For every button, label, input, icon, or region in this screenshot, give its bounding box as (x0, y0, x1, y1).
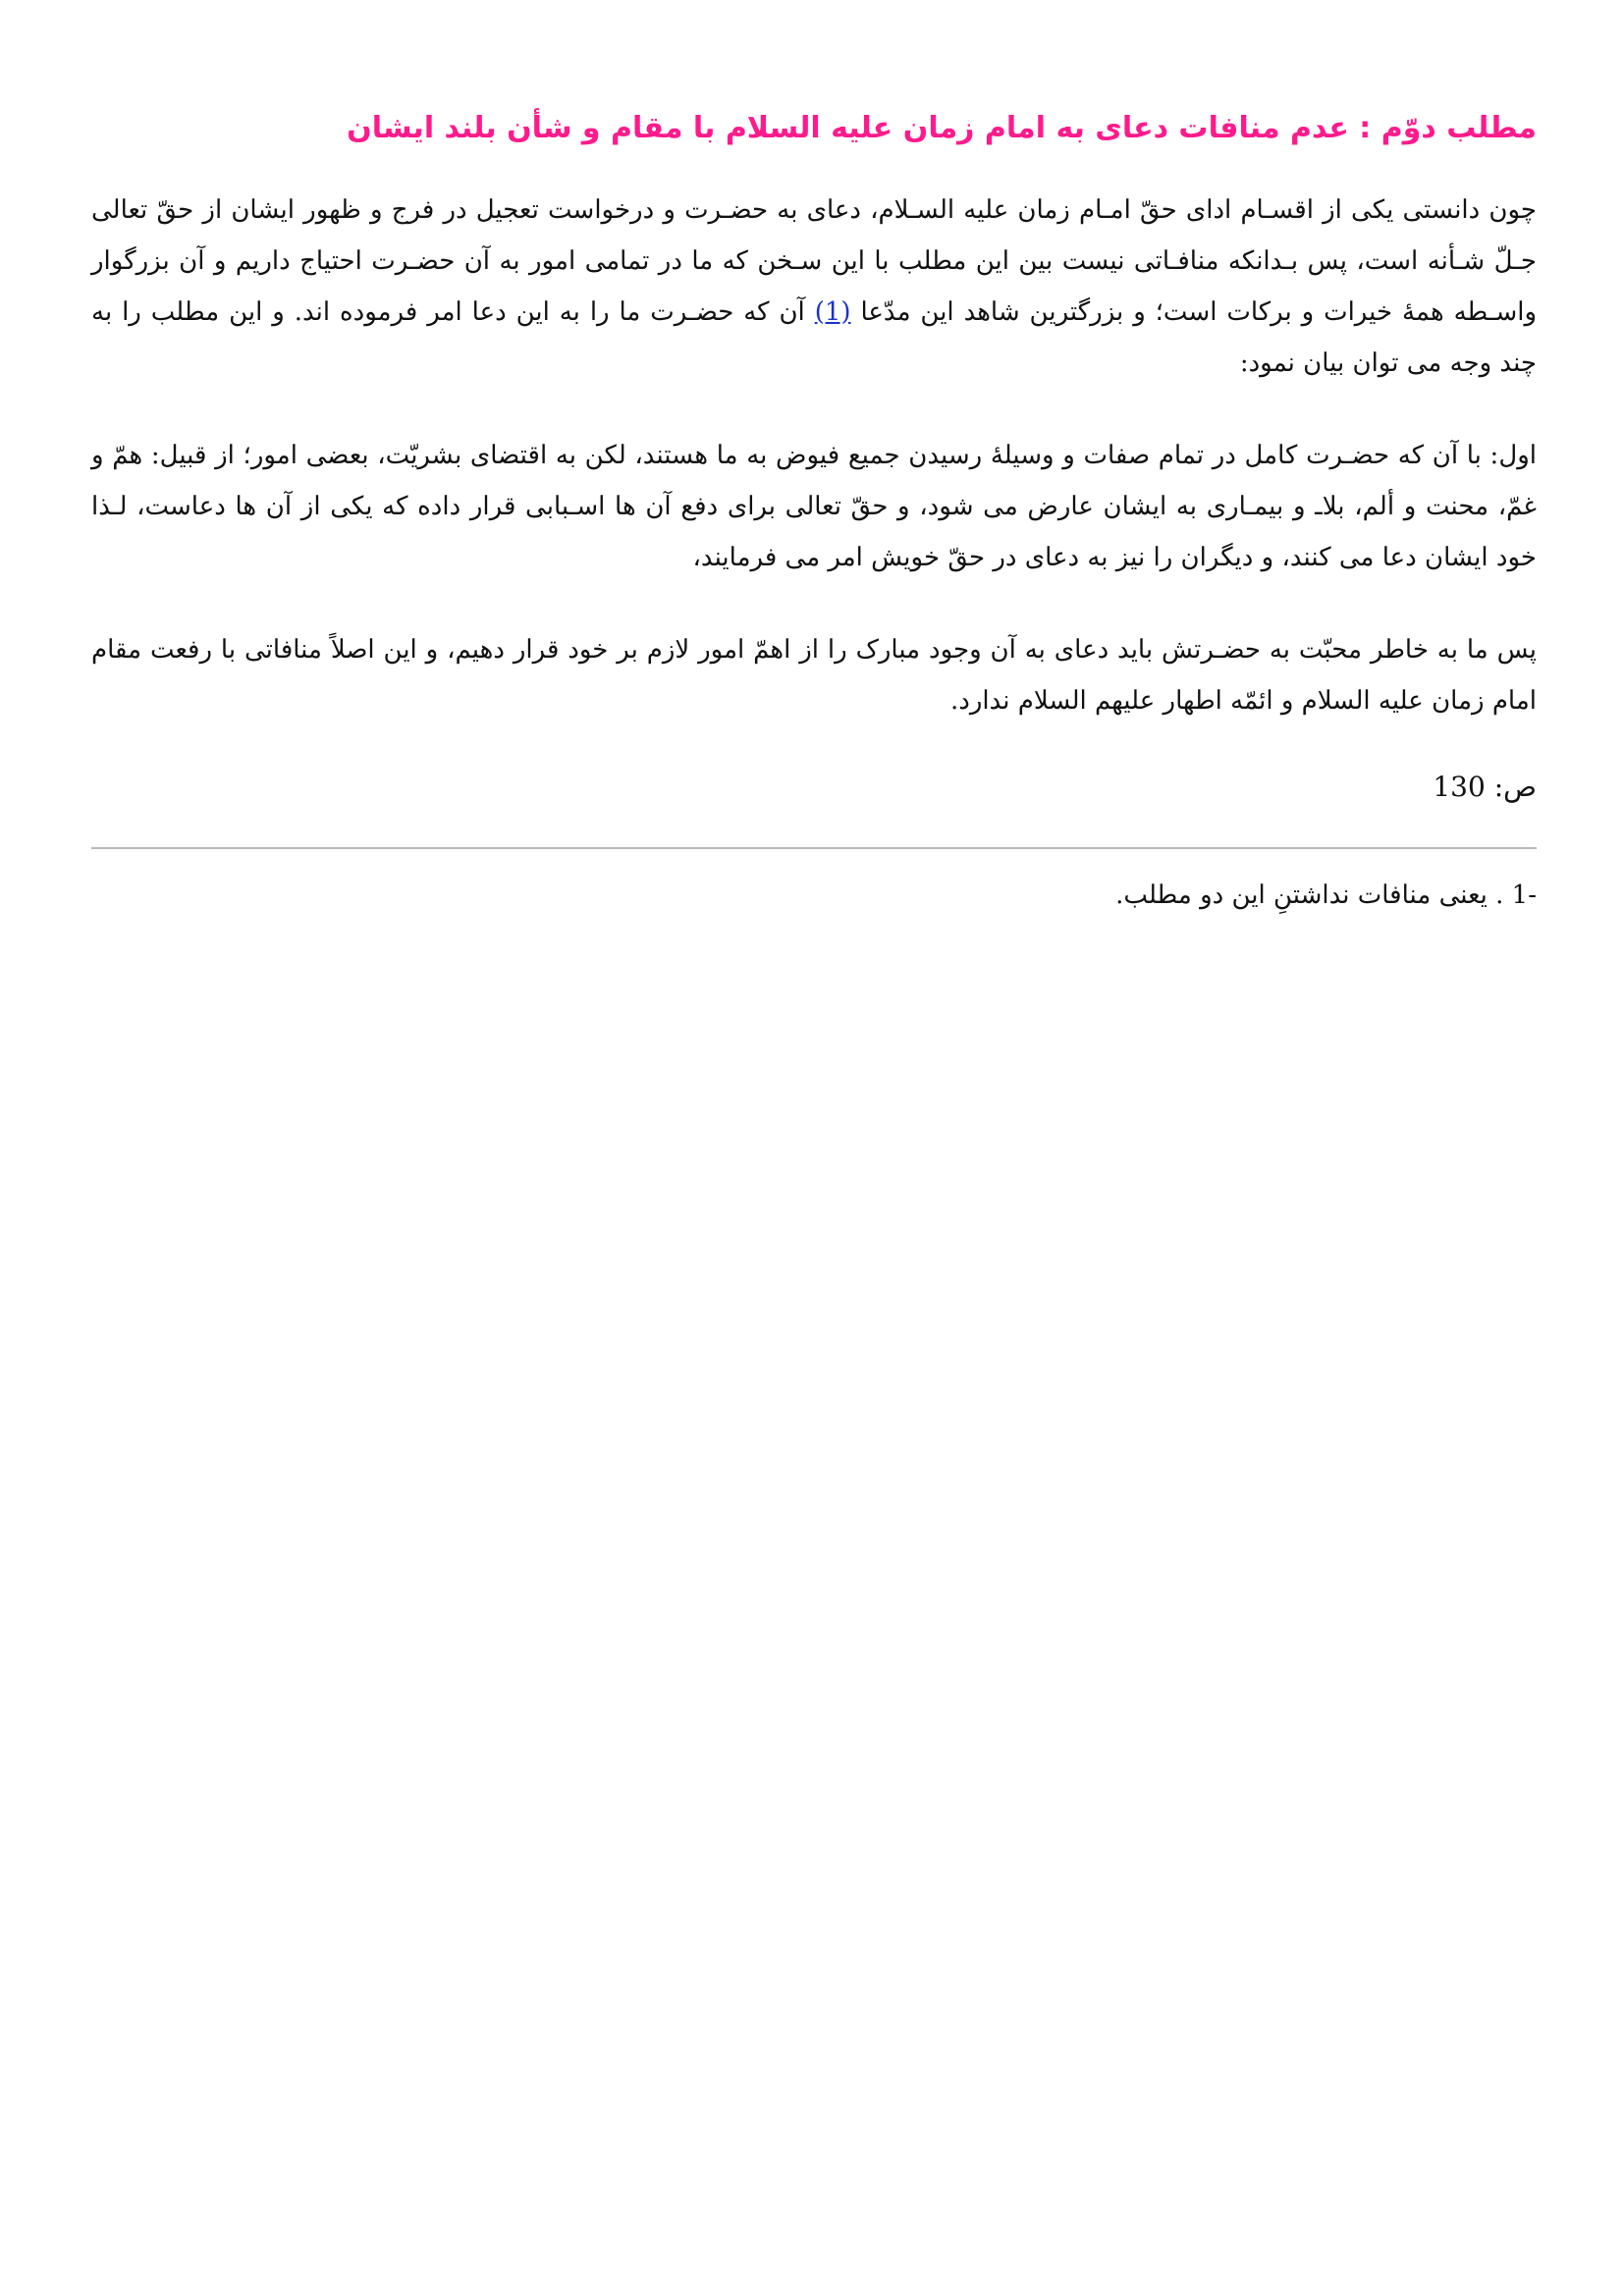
page-number (91, 768, 1537, 806)
footnote-ref-link[interactable]: (1) (814, 297, 851, 327)
footnote-divider (91, 847, 1537, 849)
footnote (91, 877, 1537, 915)
paragraph-intro (91, 185, 1537, 389)
section-heading: مطلب دوّم : عدم منافات دعای به امام زمان علیه السلام با مقام و شأن بلند ایشان (347, 111, 1537, 145)
paragraph-first-reason: اول: با آن که حضـرت کامل در تمام صفات و وسیلهٔ رسیدن جمیع فیوض به ما هستند، لکن به اقتضای بشریّت، بعضی امور؛ از قبیل: همّ و غمّ، محنت و ألم، بلاـ و بیمـاری به ایشان عارض می شود، و حقّ تعالی برای دفع آن ها اسـبابی قرار داده که یکی از آن ها دعاست، لـذا خود ایشان دعا می کنند، و دیگران را نیز به دعای در حقّ خویش امر می فرمایند، (91, 441, 1537, 572)
page-number-label: ص: (1493, 771, 1537, 803)
page-number-value: 130 (1433, 771, 1486, 803)
paragraph-conclusion: پس ما به خاطر محبّت به حضـرتش باید دعای به آن وجود مبارک را از اهمّ امور لازم بر خود قرار دهیم، و این اصلاً منافاتی با رفعت مقام امام زمان علیه السلام و ائمّه اطهار علیهم السلام ندارد. (91, 635, 1537, 716)
paragraph-text: آن که حضـرت ما را به این دعا امر فرموده اند. و این مطلب را به چند وجه می توان بیان نمود: (91, 297, 1537, 378)
paragraph-text: چون دانستی یکی از اقسـام ادای حقّ امـام زمان علیه السـلام، دعای به حضـرت و درخواست تعجیل در فرج و ظهور ایشان از حقّ تعالی جـلّ شـأنه است، پس بـدانکه منافـاتی نیست بین این مطلب با این سـخن که ما در تمامی امور به آن حضـرت احتیاج داریم و آن بزرگوار واسـطه همهٔ خیرات و برکات است؛ و بزرگترین شاهد این مدّعا (91, 195, 1538, 327)
footnote-number: 1- (1511, 881, 1537, 911)
page-content (91, 108, 1537, 915)
footnote-text: . یعنی منافات نداشتنِ این دو مطلب. (1115, 881, 1504, 911)
